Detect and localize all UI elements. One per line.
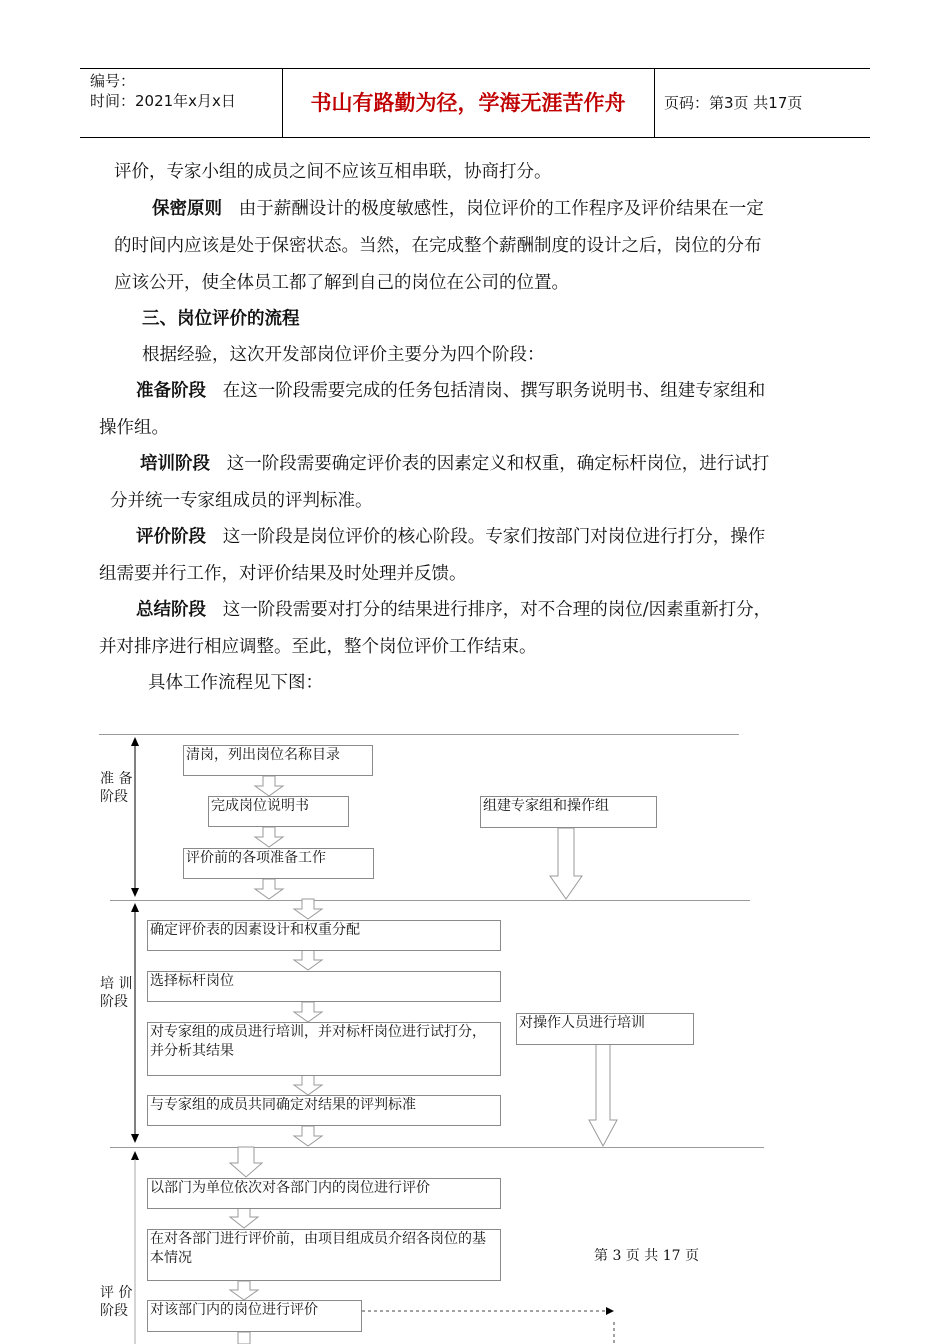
stage-label-line: 阶段 bbox=[100, 994, 128, 1010]
flow-box-queding: 确定评价表的因素设计和权重分配 bbox=[147, 920, 501, 951]
flow-box-pingjia: 对该部门内的岗位进行评价 bbox=[147, 1300, 362, 1332]
flow-box-zhunbei: 评价前的各项准备工作 bbox=[183, 848, 374, 879]
flow-box-biaogan: 选择标杆岗位 bbox=[147, 971, 501, 1002]
flow-box-jieshao: 在对各部门进行评价前，由项目组成员介绍各岗位的基本情况 bbox=[147, 1229, 501, 1281]
header-motto: 书山有路勤为径，学海无涯苦作舟 bbox=[310, 91, 626, 115]
section-heading: 三、岗位评价的流程 bbox=[142, 309, 300, 329]
stage-eval-label bbox=[100, 1284, 132, 1320]
body-line: 具体工作流程见下图： bbox=[148, 673, 323, 693]
stage-label-line: 阶段 bbox=[100, 1303, 128, 1319]
stage-train-label bbox=[100, 975, 132, 1011]
stage-label-line: 评 价 bbox=[100, 1285, 133, 1301]
body-line: 应该公开，使全体员工都了解到自己的岗位在公司的位置。 bbox=[114, 273, 569, 293]
confidential-text: 由于薪酬设计的极度敏感性，岗位评价的工作程序及评价结果在一定 bbox=[238, 199, 764, 219]
body-line: 并对排序进行相应调整。至此，整个岗位评价工作结束。 bbox=[99, 637, 537, 657]
flow-box-biaozhun: 与专家组的成员共同确定对结果的评判标准 bbox=[147, 1095, 501, 1126]
flow-box-qinggang: 清岗，列出岗位名称目录 bbox=[183, 745, 373, 776]
body-line: 操作组。 bbox=[99, 418, 169, 438]
stage-label-line: 准 备 bbox=[100, 771, 133, 787]
eval-title: 评价阶段 bbox=[136, 527, 206, 547]
confidential-title: 保密原则 bbox=[152, 199, 222, 219]
flow-box-bumen: 以部门为单位依次对各部门内的岗位进行评价 bbox=[147, 1178, 501, 1209]
stage-prep-label bbox=[100, 770, 132, 806]
train-title: 培训阶段 bbox=[140, 454, 210, 474]
prep-text: 在这一阶段需要完成的任务包括清岗、撰写职务说明书、组建专家组和 bbox=[222, 381, 766, 401]
flow-box-peixun-zhuanjia: 对专家组的成员进行培训，并对标杆岗位进行试打分，并分析其结果 bbox=[147, 1022, 501, 1076]
body-line: 的时间内应该是处于保密状态。当然，在完成整个薪酬制度的设计之后，岗位的分布 bbox=[114, 236, 762, 256]
body-line: 分并统一专家组成员的评判标准。 bbox=[110, 491, 373, 511]
sum-text: 这一阶段需要对打分的结果进行排序，对不合理的岗位/因素重新打分， bbox=[222, 600, 772, 620]
prep-title: 准备阶段 bbox=[136, 381, 206, 401]
header-time: 时间：2021年x月x日 bbox=[90, 92, 236, 110]
sum-title: 总结阶段 bbox=[136, 600, 206, 620]
footer-page-number: 第 3 页 共 17 页 bbox=[594, 1248, 699, 1264]
header-page-number: 页码：第3页 共17页 bbox=[664, 94, 803, 112]
body-line: 根据经验，这次开发部岗位评价主要分为四个阶段： bbox=[142, 345, 545, 365]
train-text: 这一阶段需要确定评价表的因素定义和权重，确定标杆岗位，进行试打 bbox=[226, 454, 770, 474]
flow-box-peixun-caozuo: 对操作人员进行培训 bbox=[516, 1013, 694, 1045]
flow-box-shuomingshu: 完成岗位说明书 bbox=[208, 796, 349, 827]
eval-text: 这一阶段是岗位评价的核心阶段。专家们按部门对岗位进行打分，操作 bbox=[222, 527, 766, 547]
stage-label-line: 阶段 bbox=[100, 789, 128, 805]
header-number: 编号： bbox=[90, 72, 136, 90]
body-line: 组需要并行工作，对评价结果及时处理并反馈。 bbox=[99, 564, 467, 584]
body-line: 评价，专家小组的成员之间不应该互相串联，协商打分。 bbox=[114, 162, 552, 182]
flow-box-zujian: 组建专家组和操作组 bbox=[480, 796, 657, 828]
stage-label-line: 培 训 bbox=[100, 976, 133, 992]
